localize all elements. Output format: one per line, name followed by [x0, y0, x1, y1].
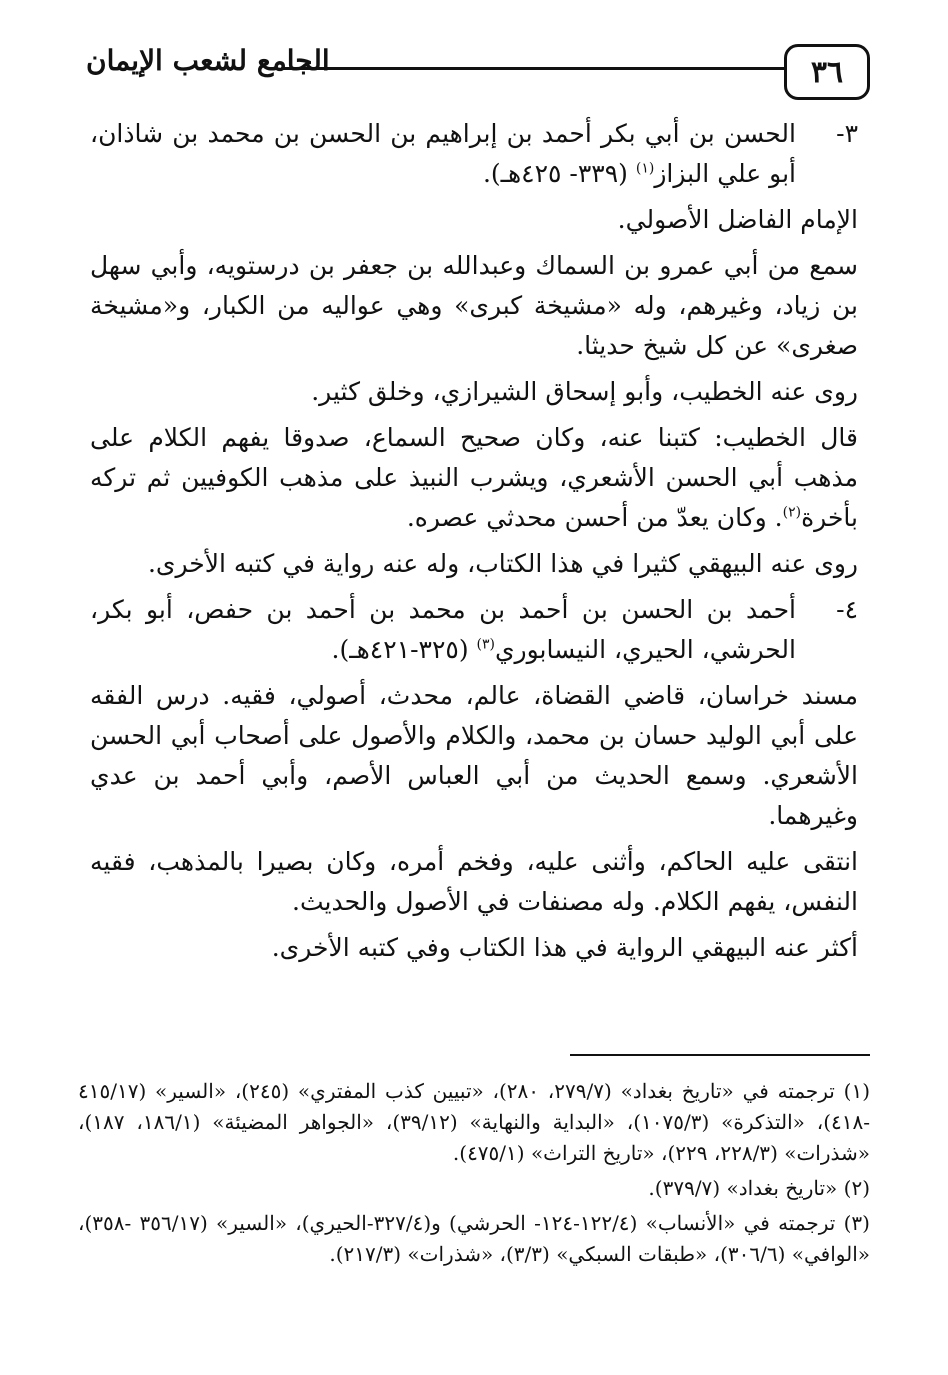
paragraph: انتقى عليه الحاكم، وأثنى عليه، وفخم أمره، وكان بصيرا بالمذهب، فقيه النفس، يفهم الكلام. وله مصنفات في الأصول والحديث. [90, 847, 858, 916]
quote-text-end: . وكان يعدّ من أحسن محدثي عصره. [406, 503, 783, 532]
paragraph: مسند خراسان، قاضي القضاة، عالم، محدث، أصولي، فقيه. درس الفقه على أبي الوليد حسان بن محمد، والكلام والأصول على أصحاب أبي الحسن الأشعري. وسمع الحديث من أبي العباس الأصم، وأبي أحمد بن عدي وغيرهما. [90, 681, 858, 830]
paragraph: روى عنه الخطيب، وأبو إسحاق الشيرازي، وخلق كثير. [311, 377, 858, 406]
paragraph: الإمام الفاضل الأصولي. [617, 205, 858, 234]
entry-name: أحمد بن الحسن بن أحمد بن محمد بن أحمد بن حفص، أبو بكر، الحرشي، الحيري، النيسابوري [90, 595, 796, 664]
entry-name: الحسن بن أبي بكر أحمد بن إبراهيم بن الحسن بن محمد بن شاذان، أبو علي البزاز [90, 119, 796, 188]
paragraph: روى عنه البيهقي كثيرا في هذا الكتاب، وله عنه رواية في كتبه الأخرى. [147, 549, 858, 578]
footnote-ref: (٣) [476, 636, 495, 653]
footnote-divider [570, 1054, 870, 1056]
paragraph: أكثر عنه البيهقي الرواية في هذا الكتاب وفي كتبه الأخرى. [271, 933, 858, 962]
footnote: (٢) «تاريخ بغداد» (٣٧٩/٧). [648, 1176, 870, 1200]
main-text [90, 114, 858, 974]
footnotes [78, 1076, 870, 1274]
page-number: ٣٦ [784, 44, 870, 100]
footnote-ref: (٢) [782, 504, 802, 521]
entry-heading [90, 114, 858, 194]
entry-dates: (٣٢٥-٤٢١هـ). [331, 635, 477, 664]
footnote-ref: (١) [635, 160, 655, 177]
entry-number: ٣- [836, 119, 858, 148]
running-title: الجامع لشعب الإيمان [86, 44, 330, 77]
footnote: (١) ترجمته في «تاريخ بغداد» (٢٧٩/٧، ٢٨٠)، «تبيين كذب المفتري» (٢٤٥)، «السير» (٤١٥/١٧ -٤١٨)، «التذكرة» (١٠٧٥/٣)، «البداية والنهاية» (٣٩/١٢)، «الجواهر المضيئة» (١٨٦/١، ١٨٧)، «شذرات» (٢٢٨/٣، ٢٢٩)، «تاريخ التراث» (٤٧٥/١). [78, 1079, 871, 1165]
paragraph [90, 418, 858, 538]
header-rule [282, 67, 784, 70]
entry-dates: (٣٣٩- ٤٢٥هـ). [482, 159, 636, 188]
paragraph: سمع من أبي عمرو بن السماك وعبدالله بن جعفر بن درستويه، وأبي سهل بن زياد، وغيرهم، وله «مشيخة كبرى» وهي عواليه من الكبار، و«مشيخة صغرى» عن كل شيخ حديثا. [90, 251, 858, 360]
footnote: (٣) ترجمته في «الأنساب» (١٢٢/٤-١٢٤- الحرشي) و(٣٢٧/٤-الحيري)، «السير» (٣٥٦/١٧ -٣٥٨)، «الوافي» (٣٠٦/٦)، «طبقات السبكي» (٣/٣)، «شذرات» (٢١٧/٣). [78, 1211, 870, 1266]
entry-number: ٤- [836, 595, 858, 624]
entry-heading [90, 590, 858, 670]
quote-text: قال الخطيب: كتبنا عنه، وكان صحيح السماع، صدوقا يفهم الكلام على مذهب أبي الحسن الأشعري، ويشرب النبيذ على مذهب الكوفيين ثم تركه بأخرة [90, 423, 858, 532]
